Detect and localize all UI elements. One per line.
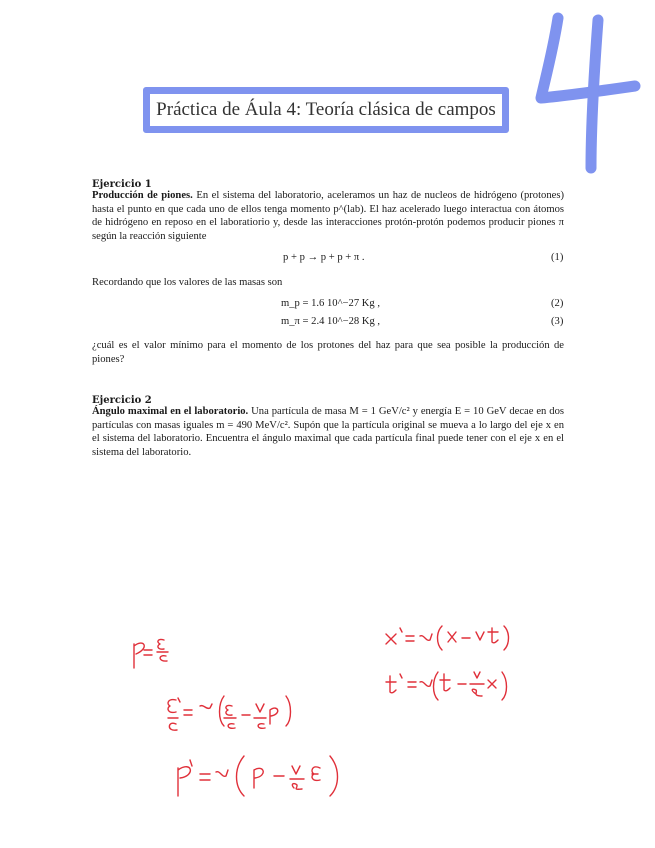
note-p-equals-e-over-c <box>134 639 168 668</box>
equation-3-number: (3) <box>551 316 564 327</box>
equation-1: p + p → p + p + π . <box>283 252 365 263</box>
handwritten-notes <box>120 620 540 800</box>
note-x-transform <box>386 626 509 650</box>
page-title: Práctica de Áula 4: Teoría clásica de campos <box>156 99 496 120</box>
note-energy-transform <box>168 696 291 730</box>
title-box <box>143 87 509 133</box>
exercise-1-question: ¿cuál es el valor mínimo para el momento de los protones del haz para que sea posible la producción de piones? <box>92 340 564 365</box>
equation-1-number: (1) <box>551 252 564 263</box>
equation-2: m_p = 1.6 10^−27 Kg , <box>281 298 381 309</box>
exercise-1-topic: Producción de piones. <box>92 190 193 201</box>
exercise-2-heading: Ejercicio 2 <box>92 395 152 406</box>
handwritten-number-four <box>523 10 643 175</box>
equation-3: m_π = 2.4 10^−28 Kg , <box>281 316 381 327</box>
exercise-2-body <box>92 405 564 459</box>
exercise-1-text: En el sistema del laboratorio, aceleramos un haz de nucleos de hidrógeno (protones) hasta el punto en que cada uno de ellos tenga momento p^(lab). El haz acelerado luego interactua con átomos de hidrógeno en reposo en el laboratiorio y, desde las interacciones protón-protón podemos producir piones π según la reacción siguiente <box>92 190 564 242</box>
exercise-1-heading: Ejercicio 1 <box>92 179 152 190</box>
equation-2-number: (2) <box>551 298 564 309</box>
masses-intro: Recordando que los valores de las masas son <box>92 277 283 288</box>
note-t-transform <box>386 672 507 700</box>
exercise-2-topic: Ángulo maximal en el laboratorio. <box>92 406 249 417</box>
exercise-2-text: Una partícula de masa M = 1 GeV/c² y energía E = 10 GeV decae en dos partículas con masas iguales m = 490 MeV/c². Supón que la partícula original se mueva a lo largo del eje x en el sistema del laboratorio. Encuentra el ángulo maximal que cada partícula final puede tener con el eje x en el sistema del laboratorio. <box>92 406 565 458</box>
note-momentum-transform <box>178 756 338 796</box>
exercise-1-body <box>92 189 564 243</box>
